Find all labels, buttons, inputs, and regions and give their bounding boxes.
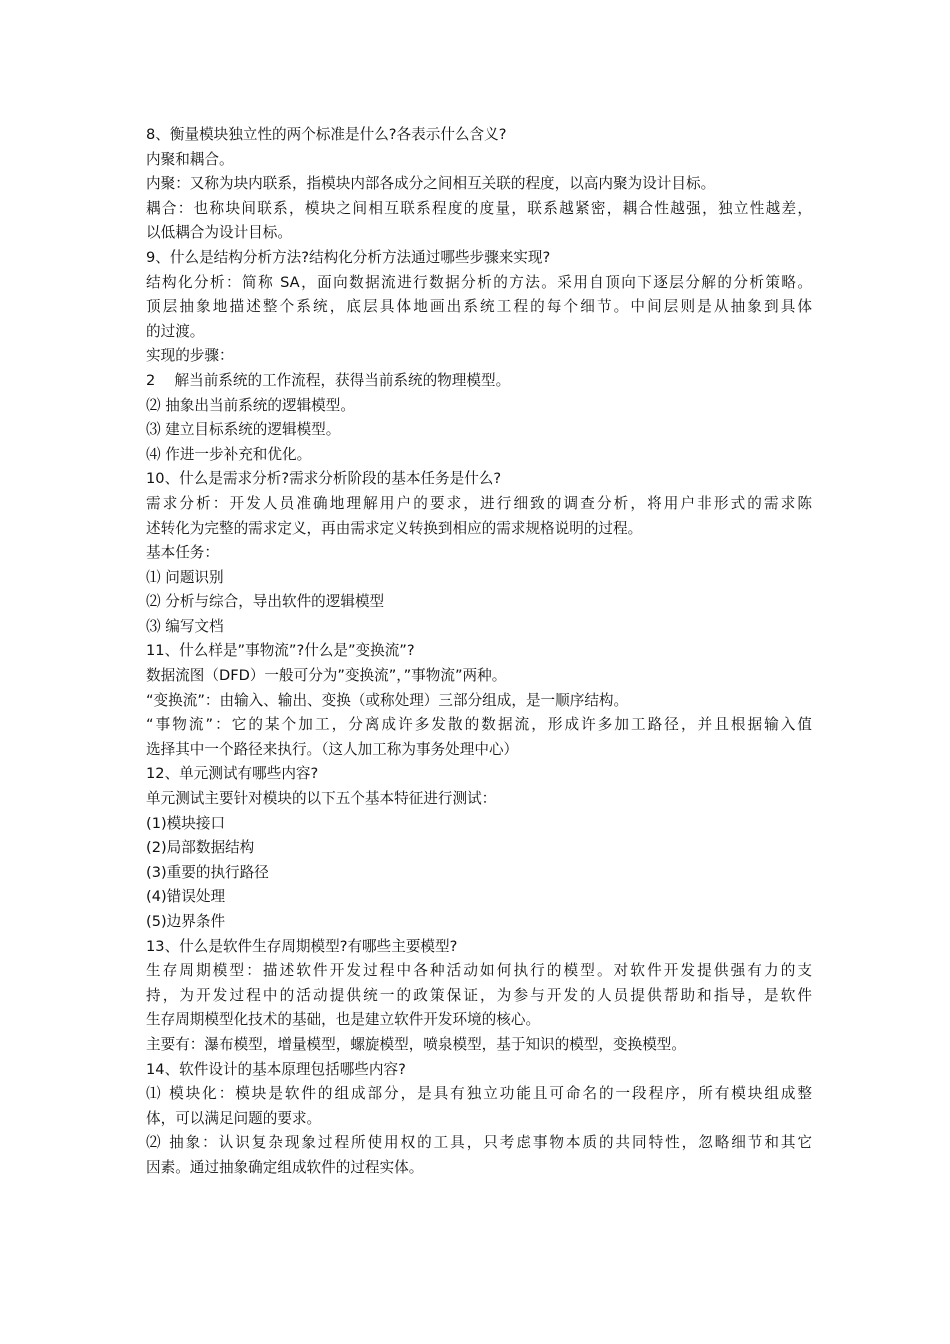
answer-12-item-4: (4)错误处理 xyxy=(146,888,226,906)
answer-9-step-2: ⑵ 抽象出当前系统的逻辑模型。 xyxy=(146,396,355,414)
answer-11-transform-flow: “变换流”：由输入、输出、变换（或称处理）三部分组成，是一顺序结构。 xyxy=(146,691,629,709)
answer-10-tasks-label: 基本任务： xyxy=(146,544,219,562)
answer-13-models: 主要有：瀑布模型，增量模型，螺旋模型，喷泉模型，基于知识的模型，变换模型。 xyxy=(146,1035,686,1053)
answer-8-coupling-line-2: 以低耦合为设计目标。 xyxy=(146,224,292,242)
answer-12-intro: 单元测试主要针对模块的以下五个基本特征进行测试： xyxy=(146,790,497,808)
answer-10-line-1: 需求分析：开发人员准确地理解用户的要求，进行细致的调查分析，将用户非形式的需求陈 xyxy=(146,494,812,512)
answer-12-item-2: (2)局部数据结构 xyxy=(146,839,255,857)
answer-12-item-1: (1)模块接口 xyxy=(146,814,226,832)
answer-9-line-3: 的过渡。 xyxy=(146,322,205,340)
answer-8-summary: 内聚和耦合。 xyxy=(146,150,234,168)
answer-14-modularity-line-1: ⑴ 模块化：模块是软件的组成部分，是具有独立功能且可命名的一段程序，所有模块组成整 xyxy=(146,1085,812,1103)
answer-11-transaction-flow-line-1: “事物流”：它的某个加工，分离成许多发散的数据流，形成许多加工路径，并且根据输入值 xyxy=(146,716,812,734)
answer-11-line-1: 数据流图（DFD）一般可分为”变换流”，”事物流”两种。 xyxy=(146,667,507,685)
answer-13-line-2: 持，为开发过程中的活动提供统一的政策保证，为参与开发的人员提供帮助和指导，是软件 xyxy=(146,986,812,1004)
question-13-heading: 13、什么是软件生存周期模型?有哪些主要模型? xyxy=(146,937,458,955)
answer-13-line-1: 生存周期模型：描述软件开发过程中各种活动如何执行的模型。对软件开发提供强有力的支 xyxy=(146,962,812,980)
answer-10-task-3: ⑶ 编写文档 xyxy=(146,617,224,635)
answer-8-coupling-line-1: 耦合：也称块间联系，模块之间相互联系程度的度量，联系越紧密，耦合性越强，独立性越差， xyxy=(146,199,812,217)
answer-14-abstraction-line-2: 因素。通过抽象确定组成软件的过程实体。 xyxy=(146,1158,424,1176)
answer-10-line-2: 述转化为完整的需求定义，再由需求定义转换到相应的需求规格说明的过程。 xyxy=(146,519,643,537)
answer-13-line-3: 生存周期模型化技术的基础，也是建立软件开发环境的核心。 xyxy=(146,1011,541,1029)
answer-8-cohesion: 内聚：又称为块内联系，指模块内部各成分之间相互关联的程度，以高内聚为设计目标。 xyxy=(146,175,716,193)
answer-9-step-1: 2 解当前系统的工作流程，获得当前系统的物理模型。 xyxy=(146,371,511,389)
question-9-heading: 9、什么是结构分析方法?结构化分析方法通过哪些步骤来实现? xyxy=(146,248,551,266)
answer-12-item-3: (3)重要的执行路径 xyxy=(146,863,269,881)
answer-9-step-4: ⑷ 作进一步补充和优化。 xyxy=(146,445,312,463)
answer-10-task-1: ⑴ 问题识别 xyxy=(146,568,224,586)
answer-10-task-2: ⑵ 分析与综合，导出软件的逻辑模型 xyxy=(146,593,385,611)
question-8-heading: 8、衡量模块独立性的两个标准是什么?各表示什么含义? xyxy=(146,126,507,143)
question-11-heading: 11、什么样是”事物流”?什么是”变换流”? xyxy=(146,642,415,660)
answer-11-transaction-flow-line-2: 选择其中一个路径来执行。（这人加工称为事务处理中心） xyxy=(146,740,519,758)
answer-9-steps-label: 实现的步骤： xyxy=(146,347,234,365)
answer-9-line-1: 结构化分析：简称 SA，面向数据流进行数据分析的方法。采用自顶向下逐层分解的分析策略。 xyxy=(146,273,812,291)
answer-9-line-2: 顶层抽象地描述整个系统，底层具体地画出系统工程的每个细节。中间层则是从抽象到具体 xyxy=(146,298,812,316)
question-14-heading: 14、软件设计的基本原理包括哪些内容? xyxy=(146,1060,406,1078)
answer-14-modularity-line-2: 体，可以满足问题的要求。 xyxy=(146,1109,322,1127)
document-page xyxy=(146,123,812,1181)
question-12-heading: 12、单元测试有哪些内容? xyxy=(146,765,319,783)
question-10-heading: 10、什么是需求分析?需求分析阶段的基本任务是什么? xyxy=(146,470,502,488)
answer-9-step-3: ⑶ 建立目标系统的逻辑模型。 xyxy=(146,421,341,439)
answer-14-abstraction-line-1: ⑵ 抽象：认识复杂现象过程所使用权的工具，只考虑事物本质的共同特性，忽略细节和其它 xyxy=(146,1134,812,1152)
answer-12-item-5: (5)边界条件 xyxy=(146,913,226,930)
